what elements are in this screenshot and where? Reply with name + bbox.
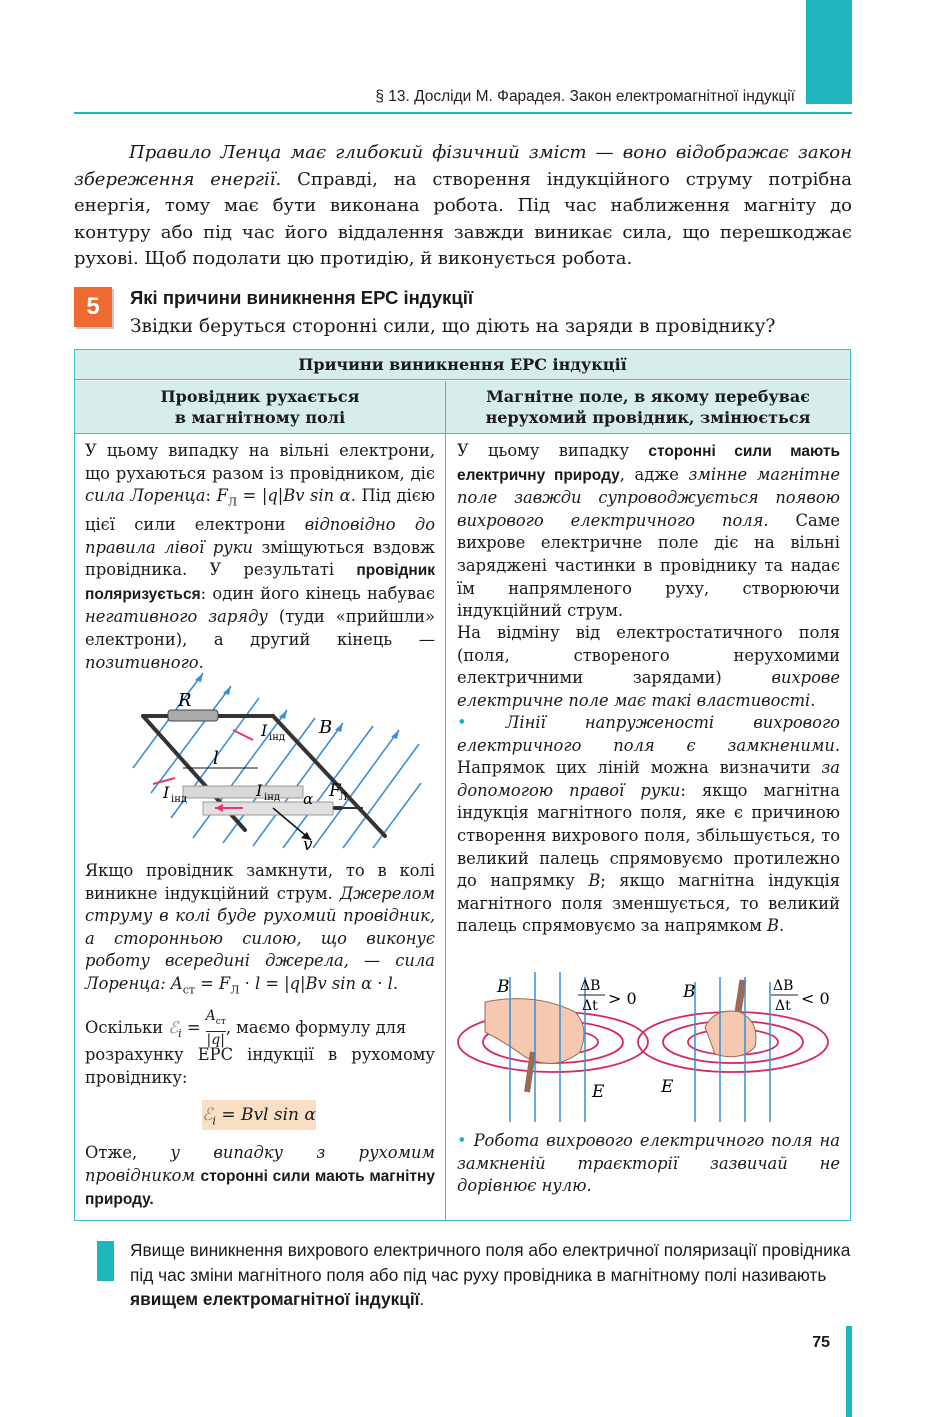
page-edge-marker xyxy=(846,1326,852,1417)
label-i-top: I xyxy=(261,721,268,740)
left-p1: У цьому випадку на вільні електрони, що рухаються разом із провідником, діє сила Лоренца: $F_Л = |q|Bv$ sin α. Під дією цієї сили електрони відповідно до правила лівої руки зміщуються вздовж провідника. У результаті провідник поляризується: один його кінець набуває негативного заряду (туди «прийшли» електрони), а другий кінець — позитивного. xyxy=(85,441,435,672)
fig2-dt1: Δt xyxy=(582,998,598,1014)
intro-rest: . Справді, на створення індукційного струму потрібна енергія, тому має бути виконана робота. Під час наближення магніту до контуру або під час його віддалення завжди виникає сила, що перешкоджає рухові. Щоб подолати цю протидію, й виконується робота. xyxy=(74,168,852,269)
section-number: 5 xyxy=(74,287,112,327)
resistor xyxy=(168,710,218,721)
label-ind-top: інд xyxy=(269,732,286,743)
label-v: v xyxy=(303,835,313,854)
left-p4: Отже, у випадку з рухомим провідником сторонні сили мають магнітну природу. xyxy=(85,1143,435,1209)
fig2-label-e2: E xyxy=(661,1077,674,1097)
label-f-sub: Л xyxy=(339,792,348,803)
col1-header xyxy=(75,381,445,434)
intro-italic: Правило Ленца має глибокий фізичний зміст — воно відображає закон збереження енергії xyxy=(74,142,852,190)
moving-conductor-figure xyxy=(123,668,423,854)
fig2-label-e1: E xyxy=(592,1082,605,1102)
right-p1: У цьому випадку сторонні сили мають електричну природу, адже змінне магнітне поле завжди супроводжується появою вихрового електричного поля. Саме вихрове електричне поле діє на вільні заряджені частинки в провіднику та надає їм напрямленого руху, створюючи індукційний струм. xyxy=(457,441,841,621)
fig2-gt: > 0 xyxy=(608,989,637,1008)
table-title: Причини виникнення ЕРС індукції xyxy=(75,350,850,380)
label-f: F xyxy=(329,781,341,801)
section-question: Звідки беруться сторонні сили, що діють на заряди в провіднику? xyxy=(130,316,776,337)
increasing-field xyxy=(458,972,648,1122)
running-head: § 13. Досліди М. Фарадея. Закон електромагнітної індукції xyxy=(375,88,795,105)
intro-paragraph xyxy=(74,140,852,273)
label-i-left: I xyxy=(163,783,170,802)
left-p3-cont: розрахунку ЕРС індукції в рухомому провіднику: xyxy=(85,1045,435,1087)
right-p2: На відміну від електростатичного поля (поля, створеного нерухомими електричними зарядами) вихрове електричне поле має такі властивості. xyxy=(457,623,840,710)
section-title: Які причини виникнення ЕРС індукції xyxy=(130,287,474,308)
column-divider xyxy=(445,381,446,1221)
col1-header-line2: в магнітному полі xyxy=(174,408,346,427)
decreasing-field xyxy=(638,977,830,1122)
emf-formula-box: ℰ$_i$ = Bvl sin α xyxy=(202,1100,316,1130)
right-bullet1: • Лінії напруженості вихрового електричного поля є замкненими. Напрямок цих ліній можна визначити за допомогою правої руки: якщо магнітна індукція магнітного поля, яке є причиною створення вихрового поля, збільшується, то великий палець спрямовуємо протилежно до напрямку B; якщо магнітна індукція магнітного поля зменшується, то великий палець спрямовуємо за напрямком B. xyxy=(457,713,841,936)
magnetic-field-lines xyxy=(133,673,421,848)
fig2-db2: ΔB xyxy=(773,978,794,994)
label-r: R xyxy=(178,690,192,711)
label-i-rod: I xyxy=(256,781,263,800)
fig2-label-b1: B xyxy=(497,977,510,997)
label-alpha: α xyxy=(303,790,314,808)
left-p3: Оскільки ℰ$_i$ = $A_{ст}$ |q| , маємо формулу для xyxy=(85,1008,407,1048)
definition-marker xyxy=(97,1241,114,1281)
fig2-dt2: Δt xyxy=(775,998,791,1014)
col2-header-line2: нерухомий провідник, змінюється xyxy=(485,408,811,427)
col1-header-line1: Провідник рухається xyxy=(160,387,360,406)
page-number: 75 xyxy=(812,1334,830,1351)
col2-header-line1: Магнітне поле, в якому перебуває xyxy=(486,387,810,406)
left-p2: Якщо провідник замкнути, то в колі виникне індукційний струм. Джерелом струму в колі буде рухомий провідник, а сторонньою силою, що виконує роботу всередині джерела, — сила Лоренца: $A_{ст} = F_Л \cdot l = |q|Bv$ sin α · l. xyxy=(85,861,435,997)
causes-table xyxy=(74,349,851,1221)
label-ind-left: інд xyxy=(171,794,188,805)
fig2-db1: ΔB xyxy=(580,978,601,994)
right-hand-figure xyxy=(455,962,845,1127)
fig2-label-b2: B xyxy=(683,982,696,1002)
fig2-lt: < 0 xyxy=(801,989,830,1008)
label-l: l xyxy=(213,748,219,769)
label-ind-rod: інд xyxy=(264,792,281,803)
definition-text: Явище виникнення вихрового електричного поля або електричної поляризації провідника під час зміни магнітного поля або під час руху провідника в магнітному полі називають явищем електромагнітної індукції. xyxy=(130,1240,851,1309)
label-b: B xyxy=(319,717,333,738)
conductor-rod-initial xyxy=(183,786,303,798)
corner-tab xyxy=(806,0,852,104)
right-bullet2: • Робота вихрового електричного поля на замкненій траєкторії зазвичай не дорівнює нулю. xyxy=(457,1131,840,1196)
col2-header xyxy=(446,381,850,434)
header-rule xyxy=(74,112,852,114)
